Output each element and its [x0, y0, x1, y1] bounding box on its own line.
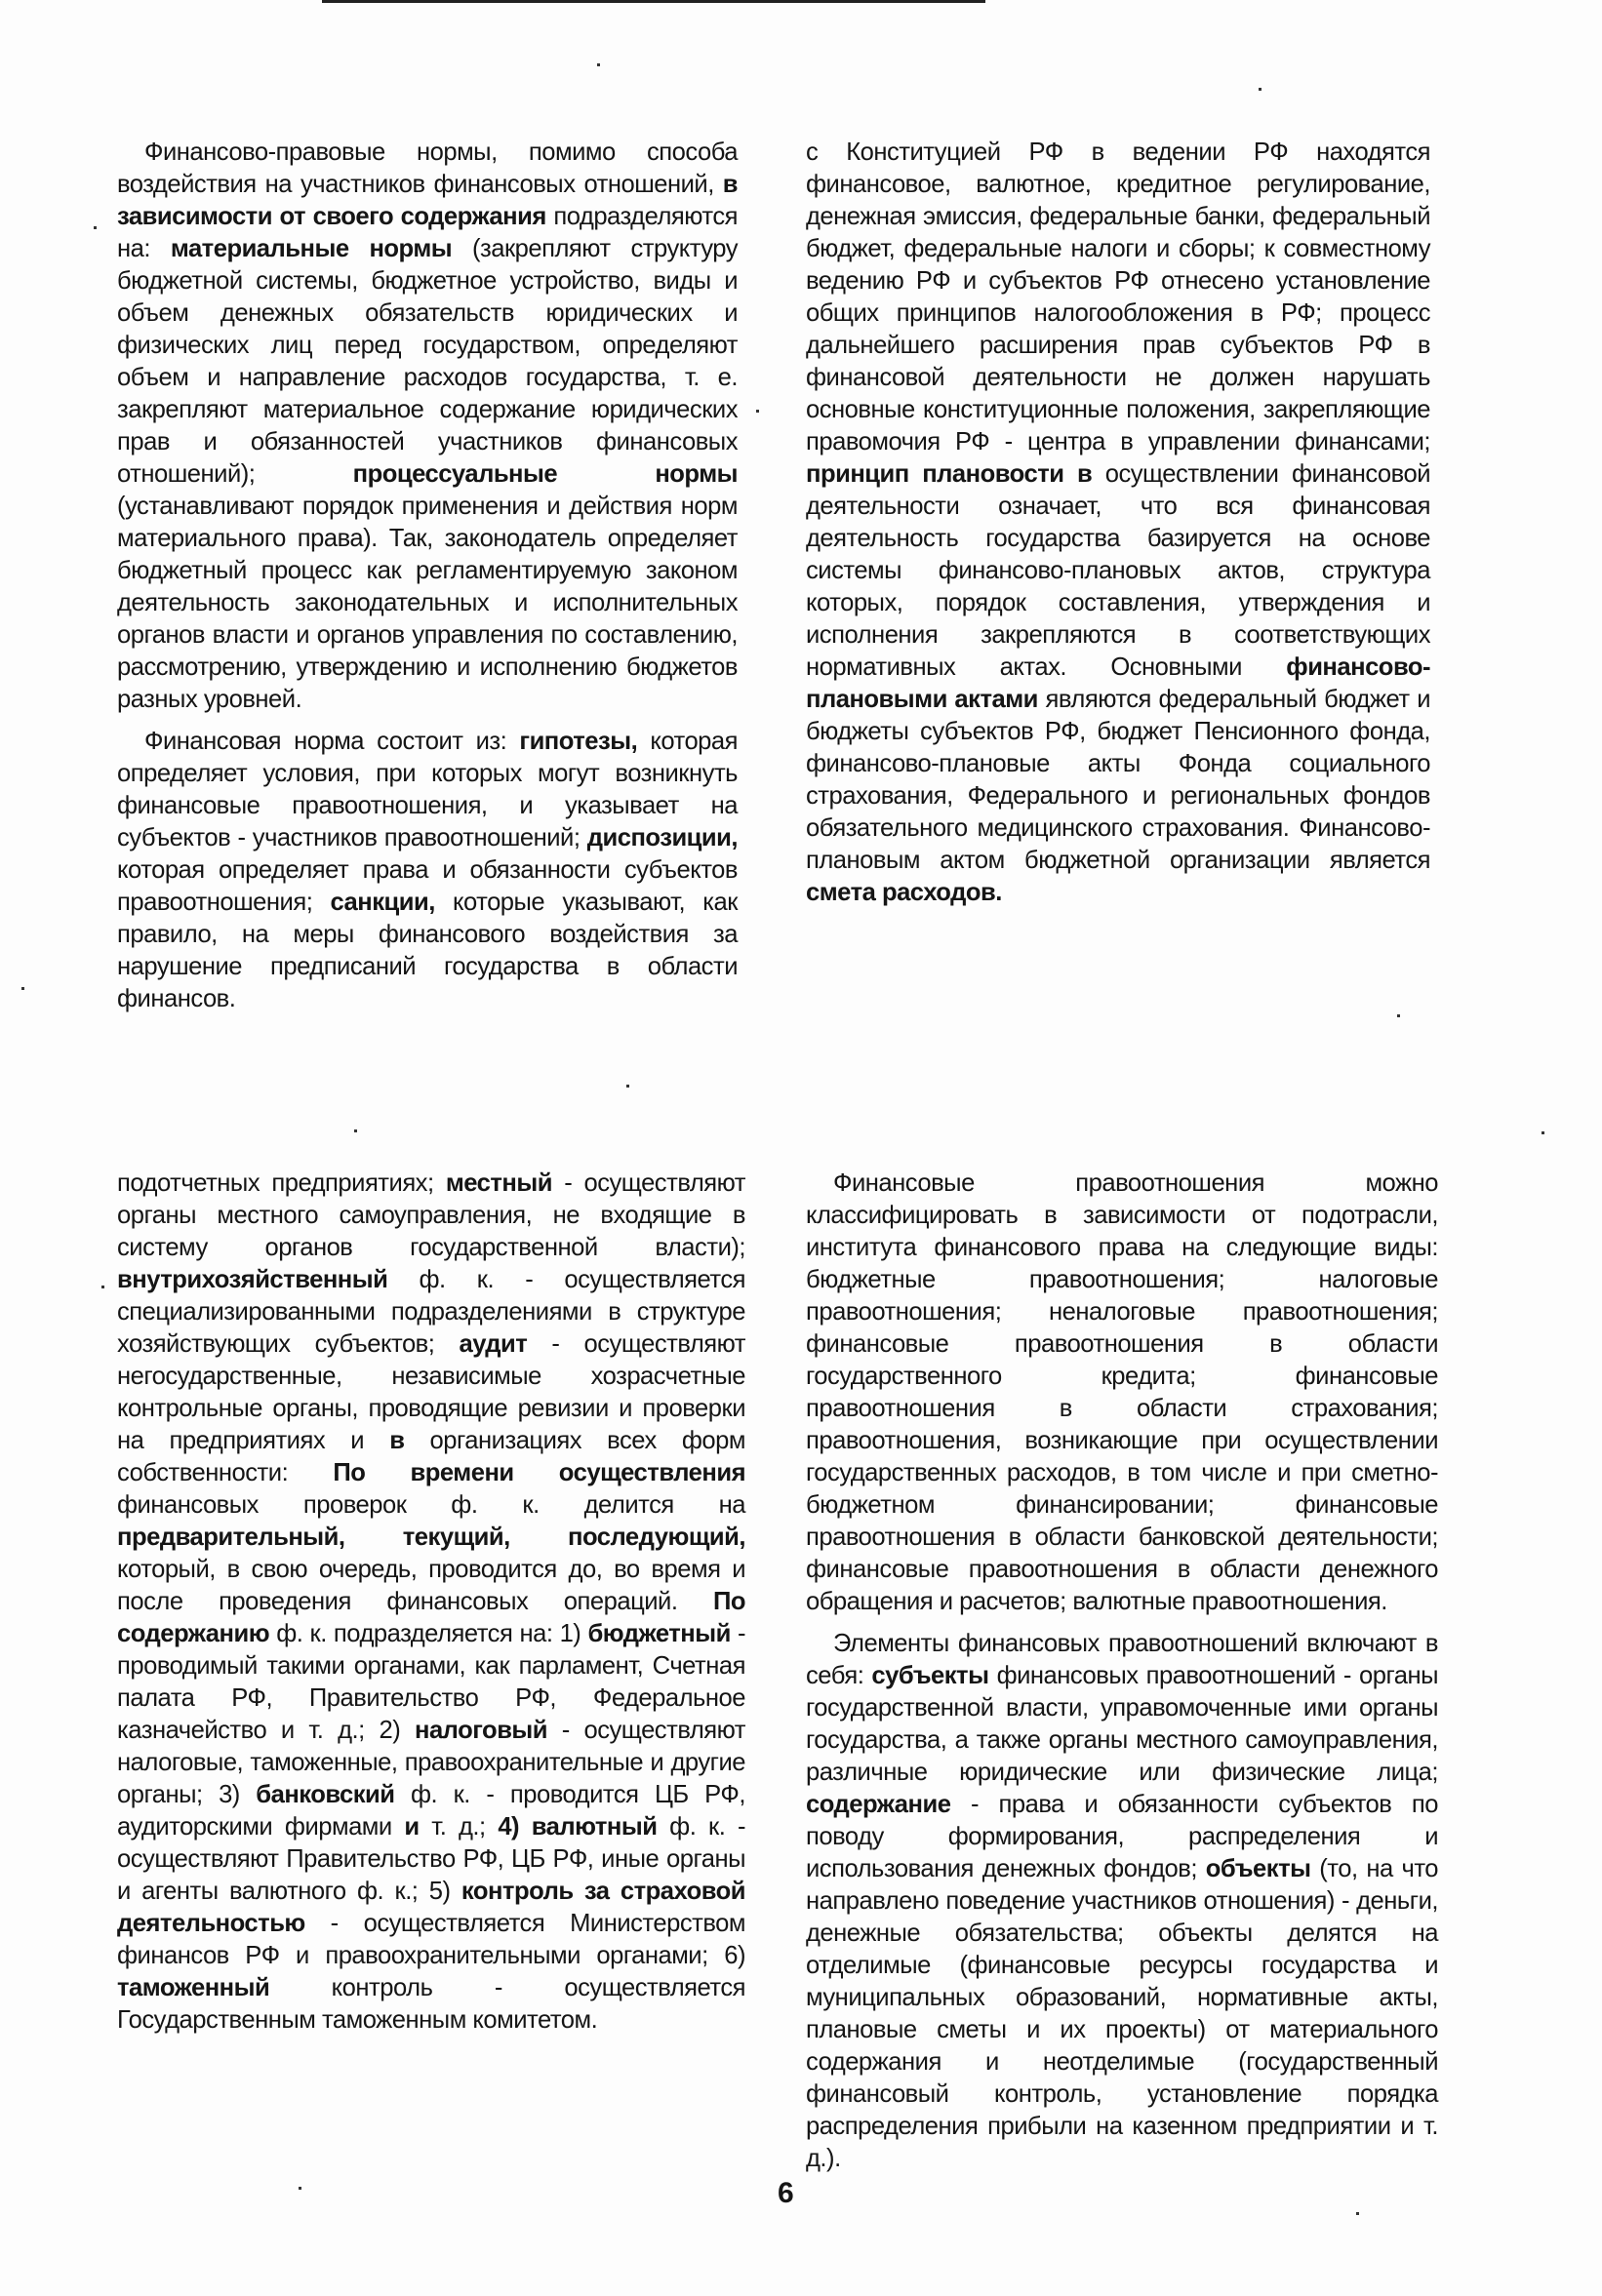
bold-term: принцип плановости в — [806, 460, 1093, 488]
bold-term: материальные нормы — [170, 235, 453, 262]
text-run: подотчетных предприятиях; — [117, 1169, 446, 1197]
paragraph — [806, 137, 1430, 909]
paragraph — [117, 137, 738, 716]
bold-term: объекты — [1205, 1855, 1311, 1882]
bold-term: содержание — [806, 1791, 951, 1818]
text-run: (устанавливают порядок применения и действия норм материального права). Так, законодатель определяет бюджетный процесс как регламентируемую законом деятельность законодательных и исполнительных органов власти и органов управления по составлению, рассмотрению, утверждению и исполнению бюджетов разных уровней. — [117, 493, 738, 713]
scan-speck — [299, 2187, 301, 2190]
text-run: подразделяются на: — [117, 203, 739, 262]
scan-speck — [626, 1085, 629, 1088]
scan-speck — [756, 410, 759, 413]
bold-term: в — [389, 1427, 405, 1454]
scan-speck — [1542, 1131, 1544, 1134]
text-run: - осуществляют негосударственные, независимые хозрасчетные контрольные органы, проводящие ревизии и проверки на предприятиях и — [117, 1330, 745, 1454]
bold-term: смета расходов. — [806, 879, 1002, 906]
text-run: осуществлении финансовой деятельности означает, что вся финансовая деятельность государства базируется на основе системы финансово-плановых актов, структура которых, порядок составления, утверждения и исполнения закрепляются в соответствующих нормативных актах. Основными — [806, 460, 1430, 681]
scan-speck — [597, 63, 600, 66]
bold-term: санкции, — [330, 889, 435, 916]
bold-term: По содержанию — [117, 1588, 745, 1647]
text-run: которая определяет права и обязанности субъектов правоотношения; — [117, 856, 738, 916]
paragraph — [117, 1168, 745, 2037]
text-run: с Конституцией РФ в ведении РФ находятся финансовое, валютное, кредитное регулирование, денежная эмиссия, федеральные банки, федеральный бюджет, федеральные налоги и сборы; к совместному ведению РФ и субъектов РФ отнесено установление общих принципов налогообложения в РФ; процесс дальнейшего расширения прав субъектов РФ в финансовой деятельности не должен нарушать основные конституционные положения, закрепляющие правомочия РФ - центра в управлении финансами; — [806, 139, 1430, 455]
bold-term: предварительный, текущий, последующий, — [117, 1524, 745, 1551]
text-run: ф. к. - осуществляют Правительство РФ, ЦБ РФ, иные органы и агенты валютного ф. к.; 5) — [117, 1813, 746, 1905]
scan-speck — [1397, 1014, 1400, 1017]
text-run: организациях всех форм собственности: — [117, 1427, 745, 1486]
text-run: - осуществляют налоговые, таможенные, правоохранительные и другие органы; 3) — [117, 1717, 745, 1808]
text-run: которая определяет условия, при которых могут возникнуть финансовые правоотношения, и указывает на субъектов - участников правоотношений; — [117, 728, 739, 851]
scan-speck — [94, 226, 97, 229]
bold-term: и — [404, 1813, 420, 1841]
scan-speck — [101, 1286, 104, 1288]
text-run: Финансовые правоотношения можно классифицировать в зависимости от подотрасли, института финансового права на следующие виды: бюджетные правоотношения; налоговые правоотношения; неналоговые правоотношения; финансовые правоотношения в области государственного кредита; финансовые правоотношения в области страхования; правоотношения, возникающие при осуществлении государственных расходов, в том числе и при сметно-бюджетном финансировании; финансовые правоотношения в области банковской деятельности; финансовые правоотношения в области денежного обращения и расчетов; валютные правоотношения. — [806, 1169, 1438, 1615]
bold-term: налоговый — [414, 1717, 548, 1744]
text-run: которые указывают, как правило, на меры финансового воздействия за нарушение предписаний государства в области финансов. — [117, 889, 738, 1012]
bold-term: местный — [445, 1169, 552, 1197]
bold-term: бюджетный — [587, 1620, 731, 1647]
scan-speck — [21, 987, 24, 990]
text-run: т. д.; — [419, 1813, 499, 1841]
text-run: - проводимый такими органами, как парламент, Счетная палата РФ, Правительство РФ, Федеральное казначейство и т. д.; 2) — [117, 1620, 745, 1744]
text-run: ф. к. - проводится ЦБ РФ, аудиторскими фирмами — [117, 1781, 745, 1841]
column-top-left — [117, 137, 738, 1015]
bold-term: 4) валютный — [498, 1813, 658, 1841]
text-run: Элементы финансовых правоотношений включают в себя: — [806, 1630, 1438, 1689]
bold-term: контроль за страховой деятельностью — [117, 1878, 745, 1937]
text-run: - осуществляют органы местного самоуправления, не входящие в систему органов государственной власти); — [117, 1169, 745, 1261]
bold-term: По времени осуществления — [333, 1459, 746, 1486]
scan-speck — [354, 1129, 357, 1132]
text-run: который, в свою очередь, проводится до, во время и после проведения финансовых операций. — [117, 1556, 745, 1615]
paragraph — [806, 1168, 1438, 1618]
top-rule — [322, 0, 985, 3]
page-number: 6 — [778, 2177, 794, 2209]
column-bottom-left — [117, 1168, 745, 2037]
bold-term: в зависимости от своего содержания — [117, 171, 738, 230]
bold-term: банковский — [256, 1781, 395, 1808]
bold-term: внутрихозяйственный — [117, 1266, 388, 1293]
column-top-right — [806, 137, 1430, 909]
column-bottom-right — [806, 1168, 1438, 2175]
text-run: контроль - осуществляется Государственным таможенным комитетом. — [117, 1974, 745, 2034]
text-run: (закрепляют структуру бюджетной системы, бюджетное устройство, виды и объем денежных обязательств юридических и физических лиц перед государством, определяют объем и направление расходов государства, т. е. закрепляют материальное содержание юридических прав и обязанностей участников финансовых отношений); — [117, 235, 739, 488]
bold-term: таможенный — [117, 1974, 270, 2001]
bold-term: субъекты — [871, 1662, 989, 1689]
bold-term: гипотезы, — [519, 728, 638, 755]
paragraph — [806, 1628, 1438, 2175]
text-run: финансовых проверок ф. к. делится на — [117, 1491, 745, 1519]
bold-term: диспозиции, — [586, 824, 738, 851]
bold-term: аудит — [459, 1330, 528, 1358]
bold-term: процессуальные нормы — [352, 460, 738, 488]
text-run: ф. к. - осуществляется специализированными подразделениями в структуре хозяйствующих субъектов; — [117, 1266, 745, 1358]
scan-speck — [1259, 88, 1262, 91]
text-run: - права и обязанности субъектов по поводу формирования, распределения и использования денежных фондов; — [806, 1791, 1438, 1882]
text-run: Финансово-правовые нормы, помимо способа воздействия на участников финансовых отношений, — [117, 139, 738, 198]
paragraph — [117, 726, 738, 1015]
text-run: являются федеральный бюджет и бюджеты субъектов РФ, бюджет Пенсионного фонда, финансово-плановые акты Фонда социального страхования, Федерального и региональных фондов обязательного медицинского страхования. Финансово-плановым актом бюджетной организации является — [806, 686, 1430, 874]
text-run: (то, на что направлено поведение участников отношения) - деньги, денежные обязательства; объекты делятся на отделимые (финансовые ресурсы государства и муниципальных образований, нормативные акты, плановые сметы и их проекты) от материального содержания и неотделимые (государственный финансовый контроль, установление порядка распределения прибыли на казенном предприятии и т. д.). — [806, 1855, 1438, 2172]
bold-term: финансово-плановыми актами — [806, 653, 1430, 713]
text-run: - осуществляется Министерством финансов РФ и правоохранительными органами; 6) — [117, 1910, 745, 1969]
text-run: Финансовая норма состоит из: — [144, 728, 520, 755]
text-run: ф. к. подразделяется на: 1) — [269, 1620, 588, 1647]
text-run: финансовых правоотношений - органы государственной власти, управомоченные ими органы государства, а также органы местного самоуправления, различные юридические или физические лица; — [806, 1662, 1439, 1786]
scan-speck — [1356, 2212, 1359, 2215]
